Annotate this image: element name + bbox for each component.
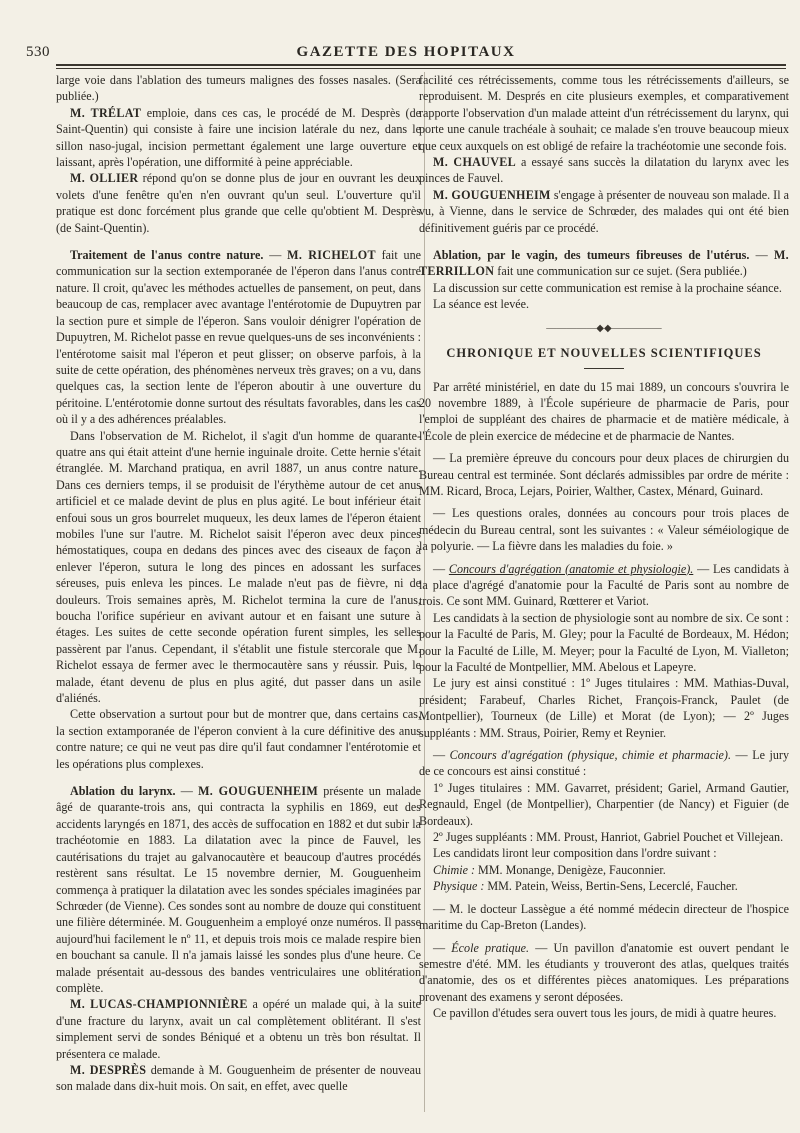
section-title: Ablation du larynx.: [70, 784, 176, 799]
paragraph-text: — Un pavillon d'anatomie est ouvert pendant le semestre d'été. MM. les étudiants y trouveront des atlas, quelques traités d'anatomie, des os et différentes pièces anatomiques. Les préparations provenant des examens y seront déposées.: [419, 940, 789, 1004]
paragraph-text: a opéré un malade qui, à la suite d'une fracture du larynx, avait un cal complètement oblitérant. Il s'est simplement servi de sondes Béniqué et a obtenu un très bon résultat. Il présentera ce malade.: [56, 997, 421, 1061]
speaker-name: M. LUCAS-CHAMPIONNIÈRE: [70, 997, 248, 1012]
page-number: 530: [26, 44, 50, 60]
news-item-arrete: Par arrêté ministériel, en date du 15 mai 1889, un concours s'ouvrira le 20 novembre 1889, à l'École supérieure de pharmacie de Paris, pour l'emploi de suppléant des chaires de pharmacie et de matière médicale, à l'École de plein exercice de médecine et de pharmacie de Nantes.: [419, 379, 789, 443]
paragraph-text: a essayé sans succès la dilatation du larynx avec les pinces de Fauvel.: [419, 155, 789, 186]
section-title: Ablation, par le vagin, des tumeurs fibreuses de l'utérus.: [433, 248, 750, 263]
short-rule: [584, 368, 624, 369]
paragraph-text: emploie, dans ces cas, le procédé de M. Desprès (de Saint-Quentin) qui consiste à faire une incision latérale du nez, dans le sillon naso-jugal, incision permettant également une large ouverture et laissant, après l'opération, une difformité à peine appréciable.: [56, 105, 421, 170]
paragraph-text: répond qu'on se donne plus de jour en ouvrant les deux volets d'une fenêtre qu'en n'en ouvrant qu'un seul. L'ouverture qu'il pratique est donc forcément plus grande que celle qu'obtient M. Desprès (de Saint-Quentin).: [56, 171, 421, 235]
news-item-questions-orales: — Les questions orales, données au concours pour trois places de médecin du Bureau central, sont les suivantes : « Valeur séméiologique de la polyurie. — La fièvre dans les maladies du foie. »: [419, 506, 789, 554]
header-rule-thin: [56, 68, 786, 69]
ornament-divider: —————◆◆—————: [546, 322, 662, 334]
section-title: Traitement de l'anus contre nature.: [70, 248, 264, 263]
subject-label: Chimie :: [433, 862, 475, 877]
paragraph-text: — Les candidats à la place d'agrégé d'anatomie pour la Faculté de Paris sont au nombre de trois. Ce sont MM. Guinard, Rœtterer et Variot.: [419, 561, 789, 609]
paragraph-discussion: La discussion sur cette communication est remise à la prochaine séance.: [433, 280, 782, 295]
news-item-physique: [419, 878, 789, 894]
paragraph-seance-levee: La séance est levée.: [433, 297, 530, 312]
spacer: [419, 236, 789, 247]
news-item-title: Concours d'agrégation (physique, chimie et pharmacie).: [449, 748, 731, 763]
paragraph-continued: large voie dans l'ablation des tumeurs malignes des fosses nasales. (Sera publiée.): [56, 73, 421, 104]
header-rule-thick: [56, 64, 786, 66]
paragraph-ollier: [56, 170, 421, 236]
news-item-agregation-anatomie: [419, 561, 789, 610]
paragraph-gouguenheim: [419, 187, 789, 236]
news-item-lassegue: — M. le docteur Lassègue a été nommé médecin directeur de l'hospice maritime du Cap-Breton (Landes).: [419, 901, 789, 933]
news-item-title: Concours d'agrégation (anatomie et physiologie).: [448, 561, 694, 576]
spacer: [56, 236, 421, 247]
news-item-agregation-physique: [419, 747, 789, 780]
paragraph-text: MM. Patein, Weiss, Bertin-Sens, Lecerclé, Faucher.: [484, 879, 738, 894]
speaker-name: M. OLLIER: [70, 171, 139, 186]
paragraph-text: présente un malade âgé de quarante-trois ans, qui contracta la syphilis en 1869, eut des accidents laryngés en 1871, des accès de suffocation en 1882 et dut subir la trachéotomie en 1883. La dilatation avec la pince de Fauvel, les cautérisations du trajet au galvanocautère et beaucoup d'autres procédés restèrent sans résultat. Le 15 novembre dernier, M. Gouguenheim commença à pratiquer la dilatation avec les sondes spéciales imaginées par Schrœder (de Vienne). Ces sondes sont au nombre de douze qui constituent une filière déterminée. M. Gouguenheim a employé onze numéros. Il passe aujourd'hui facilement le nº 11, et depuis trois mois ce malade respire bien en bouchant sa canule. Il n'a jamais laissé les sondes plus d'une heure. Ce malade présentait au-dessous des bandes ventriculaires une oblitération complète.: [56, 784, 421, 995]
speaker-name: M. GOUGUENHEIM: [433, 187, 551, 202]
speaker-name: M. CHAUVEL: [433, 155, 516, 170]
section-dash: —: [175, 784, 199, 799]
news-item-ecole-pratique: [419, 940, 789, 1006]
paragraph-text: demande à M. Gouguenheim de présenter de nouveau son malade dans dix-huit mois. On sait, en effet, avec quelle: [56, 1062, 421, 1094]
paragraph-text: — Le jury de ce concours est ainsi constitué :: [419, 748, 789, 779]
paragraph-conclusion: Cette observation a surtout pour but de montrer que, dans certains cas, la section extamporanée de l'éperon convient à la cure définitive des anus contre nature; ce qui ne veut pas dire qu'il faut condamner l'entérotomie et les opérations plus complexes.: [56, 707, 421, 771]
subject-label: Physique :: [433, 879, 485, 894]
section-anus-contre-nature: [56, 247, 421, 427]
speaker-name: M. GOUGUENHEIM: [198, 784, 319, 799]
right-column: [419, 72, 789, 1122]
speaker-name: M. RICHELOT: [287, 248, 376, 263]
news-item-jury: Le jury est ainsi constitué : 1º Juges titulaires : MM. Mathias-Duval, président; Farabeuf, Charles Richet, François-Franck, Paulet (de Montpellier), Tourneux (de Lille) et Morat (de Lyon); — 2º Juges suppléants : MM. Straus, Poirier, Remy et Reynier.: [419, 676, 789, 740]
section-tumeurs-fibreuses: [419, 247, 789, 280]
paragraph-despres: [56, 1062, 421, 1095]
paragraph-trelat: [56, 105, 421, 171]
speaker-name: M. TERRILLON: [419, 248, 789, 279]
left-column: [56, 72, 421, 1122]
news-item-title: École pratique.: [451, 940, 530, 955]
paragraph-lucas-championniere: [56, 996, 421, 1062]
news-item-pavillon: Ce pavillon d'études sera ouvert tous les jours, de midi à quatre heures.: [433, 1006, 777, 1021]
paragraph-text: fait une communication sur la section extemporanée de l'éperon dans l'anus contre nature. Il croit, qu'avec les méthodes actuelles de pansement, on peut, dans beaucoup de cas, remplacer avec avantage l'entérotomie de Dupuytren par la section pure et simple de l'éperon. Sans vouloir dénigrer l'opération de Dupuytren, M. Richelot passe en revue quelques-uns de ses inconvénients : l'entérotome saisit mal l'éperon et peut glisser; on observe parfois, à la suite de cette opération, des phénomènes nerveux très graves; on a vu, dans quelques cas, la section lente de l'éperon aboutir à une ouverture du péritoine. L'entérotomie donne surtout des résultats favorables, dans les cas où il y a des adhérences préalables.: [56, 248, 421, 427]
section-dash: —: [263, 248, 288, 263]
paragraph-text: MM. Monange, Denigèze, Fauconnier.: [475, 862, 666, 877]
section-dash: —: [749, 248, 774, 263]
speaker-name: M. TRÉLAT: [70, 105, 142, 120]
news-item-juges-titulaires: 1º Juges titulaires : MM. Gavarret, président; Gariel, Armand Gautier, Regnauld, Engel (de Montpellier), Charpentier (de Nancy) et Figuier (de Bordeaux).: [419, 780, 789, 828]
speaker-name: M. DESPRÈS: [70, 1062, 147, 1077]
lead-dash: —: [433, 561, 449, 576]
news-item-chimie: [419, 862, 789, 878]
news-item-ordre: Les candidats liront leur composition dans l'ordre suivant :: [433, 846, 717, 861]
paragraph-chauvel: [419, 154, 789, 187]
paragraph-text: fait une communication sur ce sujet. (Sera publiée.): [494, 264, 747, 279]
paragraph-observation: Dans l'observation de M. Richelot, il s'agit d'un homme de quarante-quatre ans qui était atteint d'une hernie inguinale droite. Cette hernie s'était étranglée. M. Marchand pratiqua, en avril 1887, un anus contre nature. Dans ces derniers temps, il se produisit de l'érythème autour de cet anus artificiel et ce malade devint de plus en plus agité. Le bout inférieur était enfoui sous un gros bourrelet muqueux, les deux lames de l'éperon étaient mobiles l'une sur l'autre. M. Richelot saisit l'éperon avec deux pinces hémostatiques, coupa en dedans des pinces avec des ciseaux de façon à enlever l'éperon, sutura le long des pinces en adossant les surfaces séreuses, puis enleva les pinces. Le malade n'eut pas de fièvre, ni de douleurs. Trois semaines après, M. Richelot termina la cure de l'anus, boucha l'orifice supérieur en avivant autour et en faisant une suture à étages. Les suites de cette seconde opération furent simples, les selles passèrent par l'anus. Cependant, il s'établit une fistule stercorale que M. Richelot essaya de fermer avec le thermocautère sans y réussir. Puis, le malade, étant devenu de plus en plus agité, dut passer dans un asile d'aliénés.: [56, 428, 421, 706]
chronicle-heading: CHRONIQUE ET NOUVELLES SCIENTIFIQUES: [446, 346, 762, 361]
news-item-physiologie: Les candidats à la section de physiologie sont au nombre de six. Ce sont : pour la Faculté de Paris, M. Gley; pour la Faculté de Bordeaux, M. Hédon; pour la Faculté de Lille, M. Meyer; pour la Faculté de Lyon, M. Vialleton; pour la Faculté de Montpellier, MM. Abelous et Lapeyre.: [419, 610, 789, 674]
lead-dash: —: [433, 748, 450, 763]
lead-dash: —: [433, 940, 452, 955]
paragraph-continued: facilité ces rétrécissements, comme tous les rétrécissements d'ailleurs, se reproduisent. M. Després en cite plusieurs exemples, et comparativement rapporte l'observation d'un malade atteint d'un rétrécissement du larynx, qui porte une canule trachéale à souhait; ce malade s'en trouve beaucoup mieux que ceux auxquels on est obligé de refaire la trachéotomie une seconde fois.: [419, 73, 789, 153]
section-ablation-larynx: [56, 783, 421, 996]
paragraph-text: s'engage à présenter de nouveau son malade. Il a vu, à Vienne, dans le service de Schrœder, des malades qui ont été bien définitivement guéris par ce procédé.: [419, 187, 789, 235]
spacer: [56, 772, 421, 783]
news-item-chirurgien: — La première épreuve du concours pour deux places de chirurgien du Bureau central est terminée. Sont déclarés admissibles par ordre de mérite : MM. Ricard, Broca, Lejars, Poirier, Walther, Castex, Ménard, Guinard.: [419, 451, 789, 498]
news-item-juges-suppleants: 2º Juges suppléants : MM. Proust, Hanriot, Gabriel Pouchet et Villejean.: [433, 830, 784, 845]
journal-title: GAZETTE DES HOPITAUX: [296, 44, 516, 60]
